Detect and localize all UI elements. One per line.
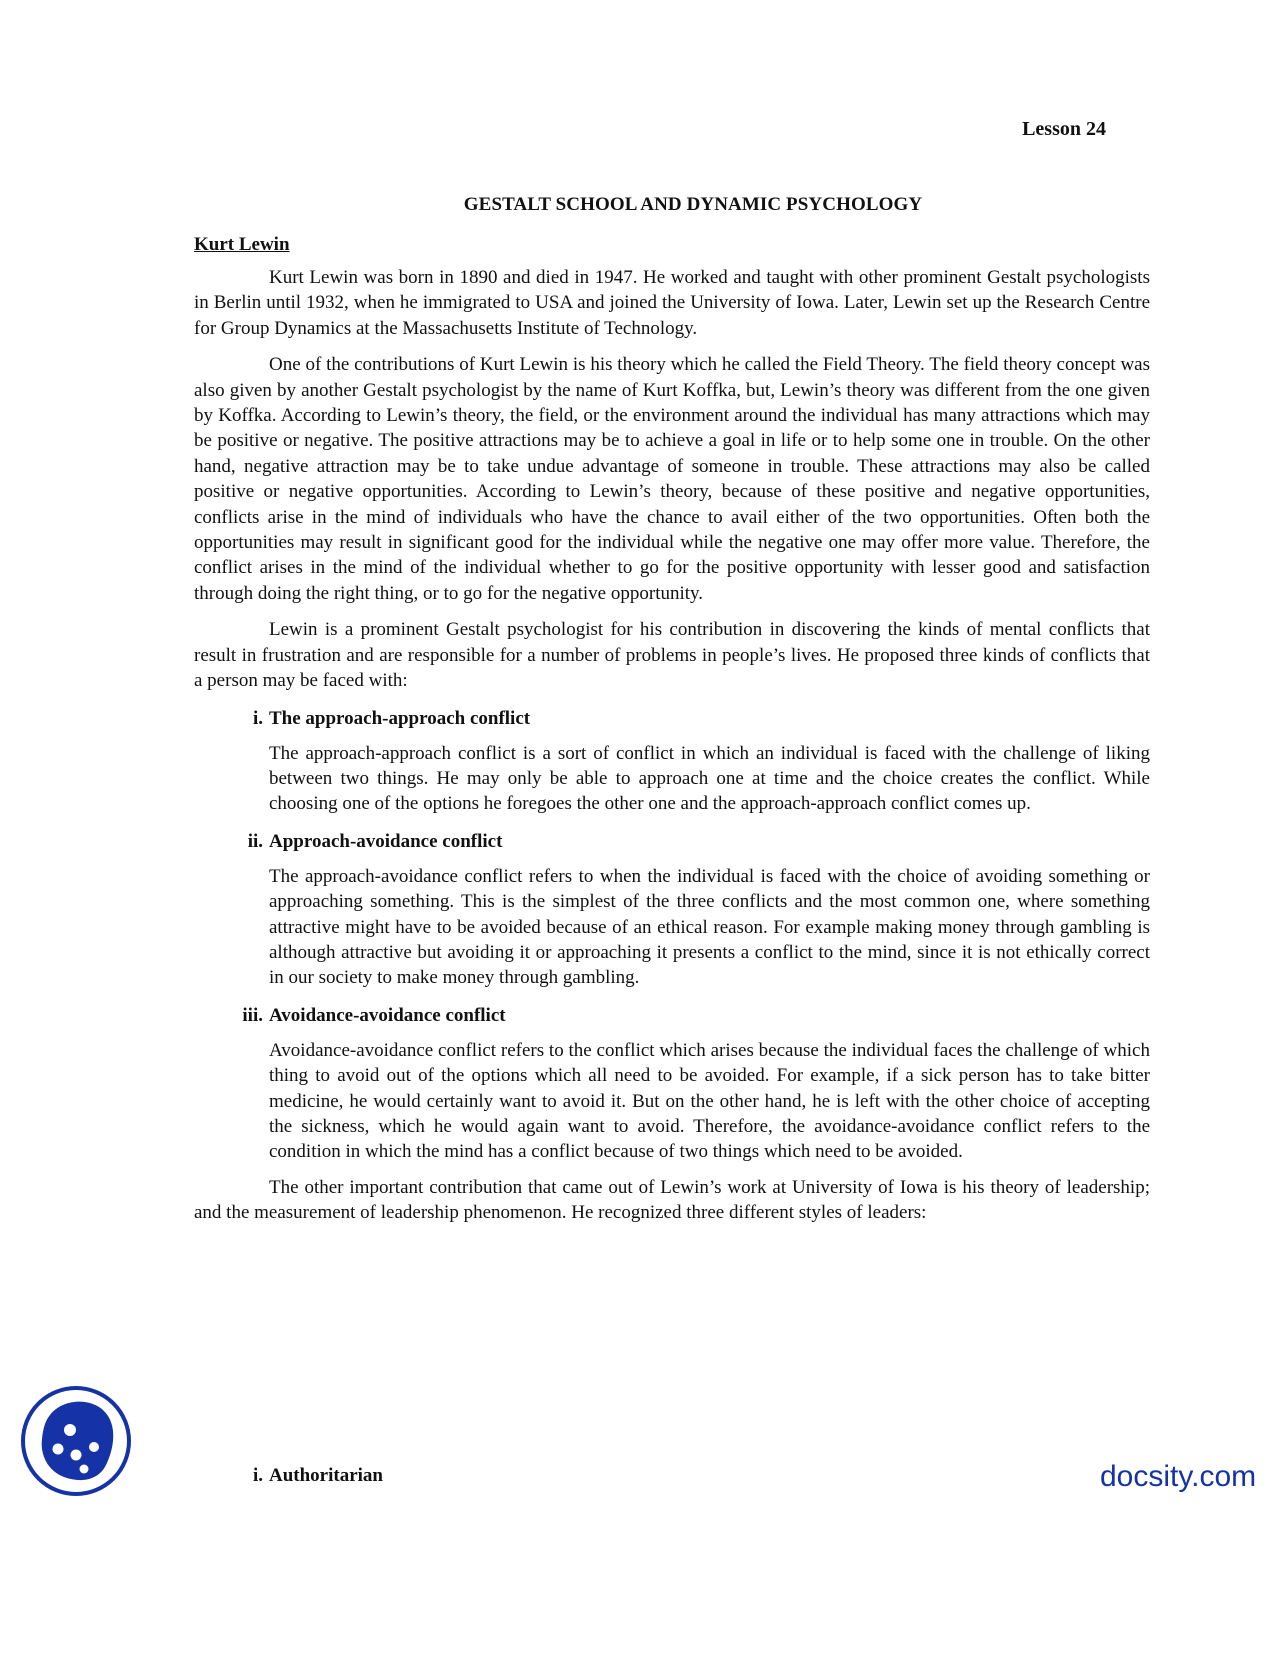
list-item-heading: The approach-approach conflict: [269, 707, 531, 729]
section-heading: Kurt Lewin: [194, 234, 290, 255]
list-item-title: [194, 706, 1150, 731]
paragraph: The other important contribution that came out of Lewin’s work at University of Iowa is his theory of leadership; and the measurement of leadership phenomenon. He recognized three different styles of leaders:: [194, 1176, 1150, 1224]
page-title: GESTALT SCHOOL AND DYNAMIC PSYCHOLOGY: [463, 194, 923, 215]
list-item-heading: Authoritarian: [269, 1465, 383, 1486]
list-item-number: iii.: [242, 1004, 263, 1026]
docsity-watermark-link[interactable]: docsity.com: [1100, 1460, 1257, 1493]
paragraph: Kurt Lewin was born in 1890 and died in 1947. He worked and taught with other prominent Gestalt psychologists in Berlin until 1932, when he immigrated to USA and joined the University of Iowa. Later, Lewin set up the Research Centre for Group Dynamics at the Massachusetts Institute of Technology.: [194, 267, 1150, 339]
list-item-heading: Avoidance-avoidance conflict: [269, 1004, 506, 1026]
list-item-body: The approach-approach conflict is a sort of conflict in which an individual is faced with the challenge of liking between two things. He may only be able to approach one at time and the choice creates the conflict. While choosing one of the options he foregoes the other one and the approach-approach conflict comes up.: [269, 742, 1150, 815]
list-item-number: ii.: [247, 830, 263, 852]
docsity-logo-icon[interactable]: [20, 1385, 132, 1497]
list-item-number: i.: [252, 707, 263, 729]
document-body: [194, 232, 1150, 1237]
paragraph: Lewin is a prominent Gestalt psychologist for his contribution in discovering the kinds of mental conflicts that result in frustration and are responsible for a number of problems in people’s lives. He proposed three kinds of conflicts that a person may be faced with:: [194, 619, 1150, 692]
list-item-body: Avoidance-avoidance conflict refers to the conflict which arises because the individual faces the challenge of which thing to avoid out of the options which all need to be avoided. For example, if a sick person has to take bitter medicine, he would certainly want to avoid it. But on the other hand, he is left with the other choice of accepting the sickness, which he would again want to avoid. Therefore, the avoidance-avoidance conflict refers to the condition in which the mind has a conflict because of two things which need to be avoided.: [269, 1039, 1150, 1163]
lesson-number: Lesson 24: [1022, 118, 1106, 140]
list-item-body: The approach-avoidance conflict refers to when the individual is faced with the choice of avoiding something or approaching something. This is the simplest of the three conflicts and the most common one, where something attractive might have to be avoided because of an ethical reason. For example making money through gambling is although attractive but avoiding it or approaching it presents a conflict to the mind, since it is not ethically correct in our society to make money through gambling.: [269, 865, 1150, 989]
list-item-heading: Approach-avoidance conflict: [269, 830, 503, 852]
list-item-title: [194, 1003, 1150, 1028]
list-item-title: [194, 829, 1150, 854]
list-item-number: i.: [252, 1465, 263, 1486]
leadership-style-item: [194, 1465, 383, 1487]
paragraph: One of the contributions of Kurt Lewin is his theory which he called the Field Theory. The field theory concept was also given by another Gestalt psychologist by the name of Kurt Koffka, but, Lewin’s theory was different from the one given by Koffka. According to Lewin’s theory, the field, or the environment around the individual has many attractions which may be positive or negative. The positive attractions may be to achieve a goal in life or to help some one in trouble. On the other hand, negative attraction may be to take undue advantage of someone in trouble. These attractions may also be called positive or negative opportunities. According to Lewin’s theory, because of these positive and negative opportunities, conflicts arise in the mind of individuals who have the chance to avail either of the two opportunities. Often both the opportunities may result in significant good for the individual while the negative one may offer more value. Therefore, the conflict arises in the mind of the individual whether to go for the positive opportunity with lesser good and satisfaction through doing the right thing, or to go for the negative opportunity.: [194, 354, 1150, 604]
